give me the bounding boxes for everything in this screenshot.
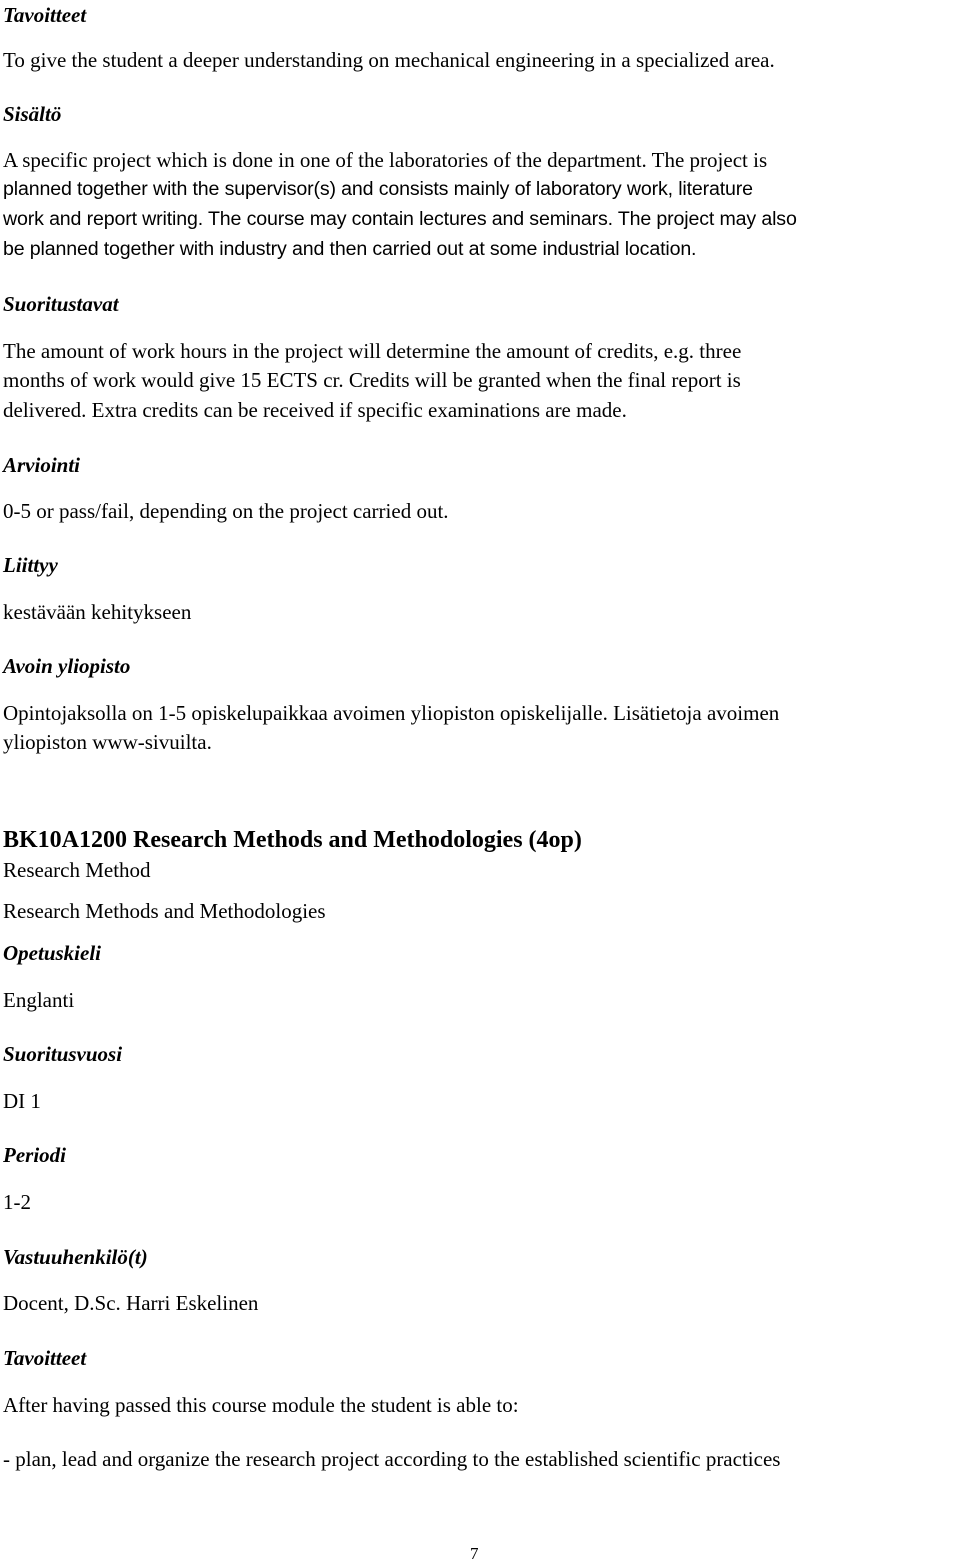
avoin-line-2: yliopiston www-sivuilta. [3, 730, 212, 754]
avoin-line-1: Opintojaksolla on 1-5 opiskelupaikkaa avoimen yliopiston opiskelijalle. Lisätietoja avoimen [3, 701, 780, 725]
suoritusvuosi-value: DI 1 [3, 1089, 41, 1113]
tavoitteet-intro: After having passed this course module the student is able to: [3, 1393, 519, 1417]
sisalto-line-4: be planned together with industry and then carried out at some industrial location. [3, 238, 697, 260]
heading-suoritusvuosi: Suoritusvuosi [3, 1042, 123, 1066]
periodi-value: 1-2 [3, 1190, 31, 1214]
heading-sisalto: Sisältö [3, 102, 62, 126]
course-title: BK10A1200 Research Methods and Methodologies (4op) [3, 827, 582, 853]
tavoitteet-text: To give the student a deeper understanding on mechanical engineering in a specialized area. [3, 48, 775, 72]
opetuskieli-value: Englanti [3, 988, 75, 1012]
sisalto-line-1: A specific project which is done in one of the laboratories of the department. The project is [3, 148, 768, 172]
arviointi-text: 0-5 or pass/fail, depending on the project carried out. [3, 499, 449, 523]
heading-suoritustavat: Suoritustavat [3, 292, 119, 316]
heading-arviointi: Arviointi [3, 453, 81, 477]
page-number: 7 [470, 1544, 479, 1563]
heading-periodi: Periodi [3, 1143, 66, 1167]
course-subtitle-2: Research Methods and Methodologies [3, 899, 326, 923]
heading-liittyy: Liittyy [3, 553, 58, 577]
heading-avoin-yliopisto: Avoin yliopisto [3, 654, 131, 678]
suoritustavat-line-3: delivered. Extra credits can be received if specific examinations are made. [3, 398, 627, 422]
heading-tavoitteet-2: Tavoitteet [3, 1346, 87, 1370]
vastuuhenkilo-value: Docent, D.Sc. Harri Eskelinen [3, 1291, 259, 1315]
suoritustavat-line-2: months of work would give 15 ECTS cr. Credits will be granted when the final report is [3, 368, 741, 392]
heading-opetuskieli: Opetuskieli [3, 941, 101, 965]
heading-vastuuhenkilo: Vastuuhenkilö(t) [3, 1245, 148, 1269]
suoritustavat-line-1: The amount of work hours in the project will determine the amount of credits, e.g. three [3, 339, 742, 363]
liittyy-text: kestävään kehitykseen [3, 600, 192, 624]
course-subtitle-1: Research Method [3, 858, 151, 882]
tavoitteet-item-1: - plan, lead and organize the research project according to the established scientific practices [3, 1447, 781, 1471]
sisalto-line-2: planned together with the supervisor(s) and consists mainly of laboratory work, literature [3, 178, 753, 200]
heading-tavoitteet: Tavoitteet [3, 3, 87, 27]
sisalto-line-3: work and report writing. The course may contain lectures and seminars. The project may also [3, 208, 797, 230]
